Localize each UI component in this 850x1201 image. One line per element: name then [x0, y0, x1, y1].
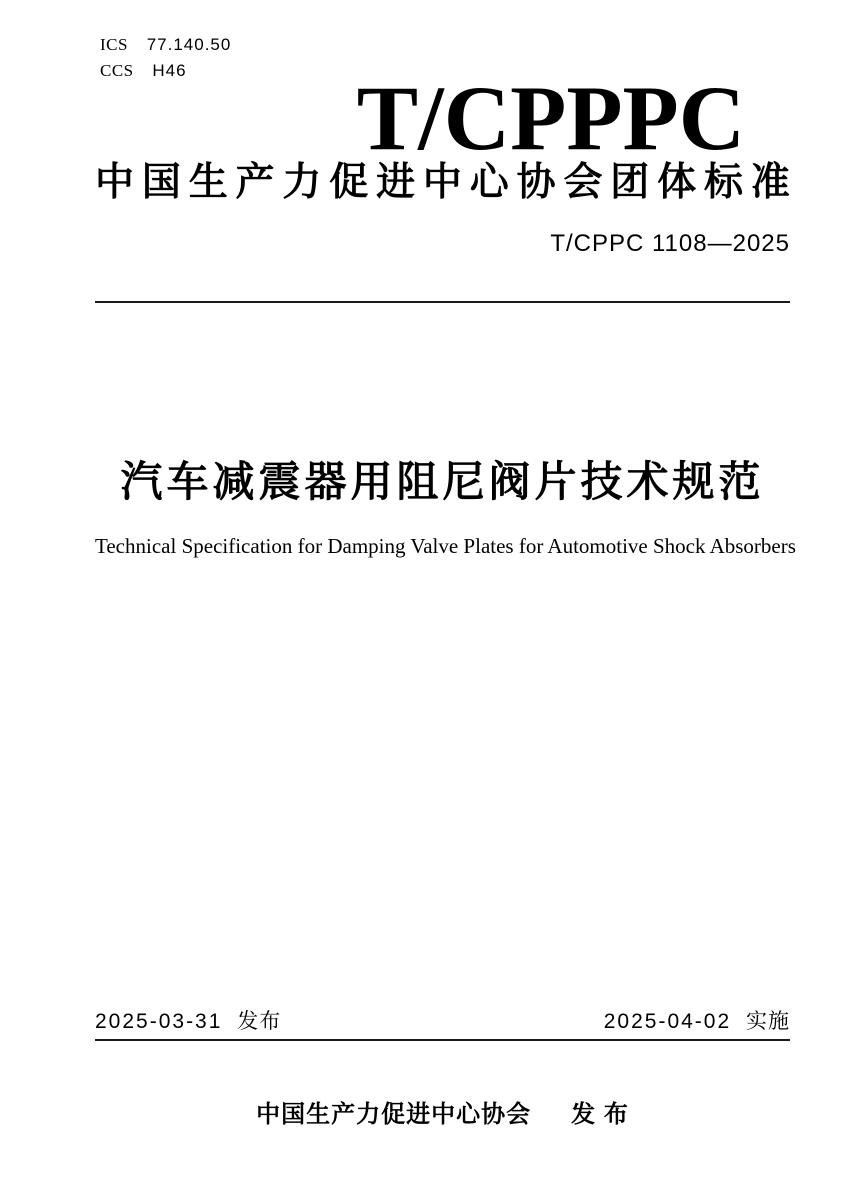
- association-standard-title: 中 国 生 产 力 促 进 中 心 协 会 团 体 标 准: [95, 161, 790, 204]
- standard-body-wordmark: T/CPPPC: [356, 67, 746, 169]
- classification-codes: [100, 32, 231, 84]
- ccs-code-row: [100, 58, 231, 84]
- implementation-date: 2025-04-02: [603, 1010, 732, 1033]
- ics-label: ICS: [100, 35, 128, 54]
- release-label: 发布: [237, 1010, 282, 1033]
- standard-number: T/CPPC 1108—2025: [550, 230, 790, 257]
- publisher-name: 中国生产力促进中心协会: [256, 1101, 532, 1128]
- publisher-action: 发 布: [571, 1101, 629, 1128]
- release-date: 2025-03-31: [95, 1010, 223, 1033]
- dates-row: [95, 1008, 790, 1035]
- publisher-row: [95, 1094, 790, 1129]
- ccs-value: H46: [152, 61, 187, 80]
- implementation-label: 实施: [746, 1010, 790, 1033]
- release-date-group: [95, 1008, 281, 1035]
- ics-code-row: [100, 32, 231, 58]
- ics-value: 77.140.50: [146, 35, 232, 54]
- footer-rule: [95, 1039, 790, 1041]
- document-title-chinese: 汽车减震器用阻尼阀片技术规范: [120, 458, 765, 505]
- implementation-date-group: [604, 1008, 790, 1035]
- header-rule: [95, 301, 790, 303]
- ccs-label: CCS: [100, 61, 134, 80]
- document-title-english: Technical Specification for Damping Valve Plates for Automotive Shock Absorbers: [95, 534, 796, 558]
